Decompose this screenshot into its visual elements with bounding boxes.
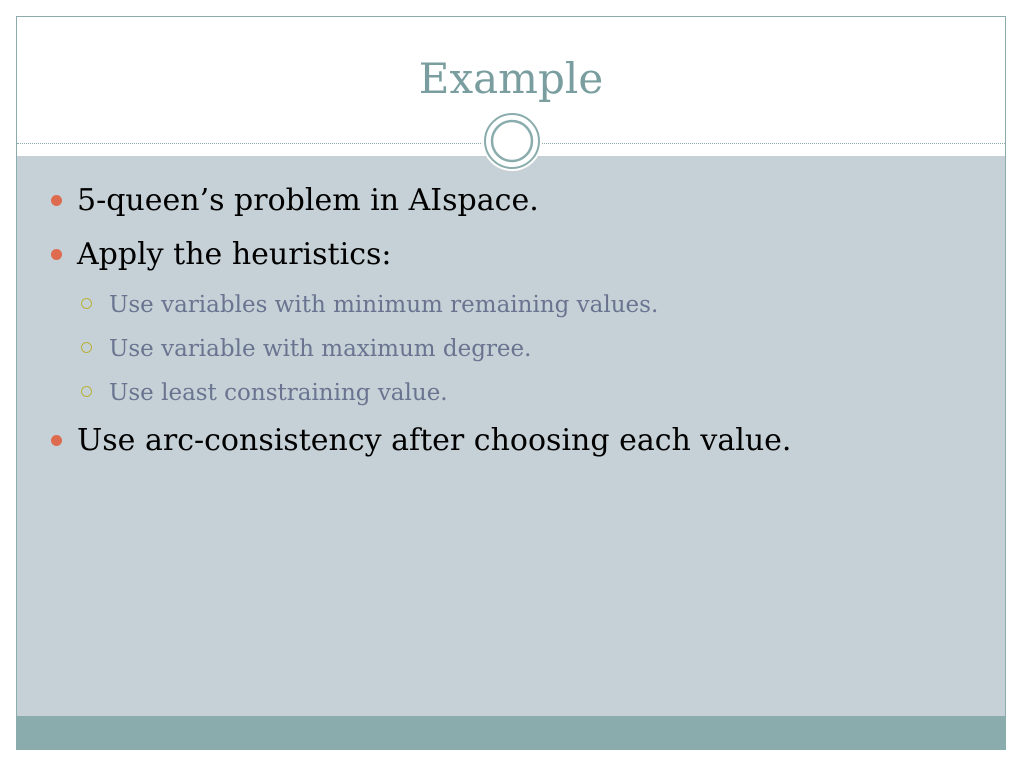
footer-band [17,716,1005,750]
bullet-item [17,421,1005,461]
sub-bullet-item [17,333,1005,365]
filled-circle-bullet-icon [51,195,62,206]
double-ring-ornament-icon [482,111,542,171]
hollow-circle-bullet-icon [81,342,92,353]
sub-bullet-text: Use variable with maximum degree. [109,336,532,362]
sub-bullet-text: Use variables with minimum remaining values. [109,292,659,318]
hollow-circle-bullet-icon [81,298,92,309]
slide [16,16,1006,750]
sub-bullet-text: Use least constraining value. [109,380,448,406]
bullet-text: 5-queen’s problem in AIspace. [77,183,539,218]
slide-title: Example [418,54,604,103]
filled-circle-bullet-icon [51,249,62,260]
sub-bullet-item [17,377,1005,409]
sub-bullet-item [17,289,1005,321]
hollow-circle-bullet-icon [81,386,92,397]
bullet-text: Use arc-consistency after choosing each value. [77,423,792,458]
bullet-item [17,181,1005,221]
filled-circle-bullet-icon [51,435,62,446]
bullet-text: Apply the heuristics: [77,237,392,272]
bullet-item [17,235,1005,275]
bullet-list [17,181,1005,475]
